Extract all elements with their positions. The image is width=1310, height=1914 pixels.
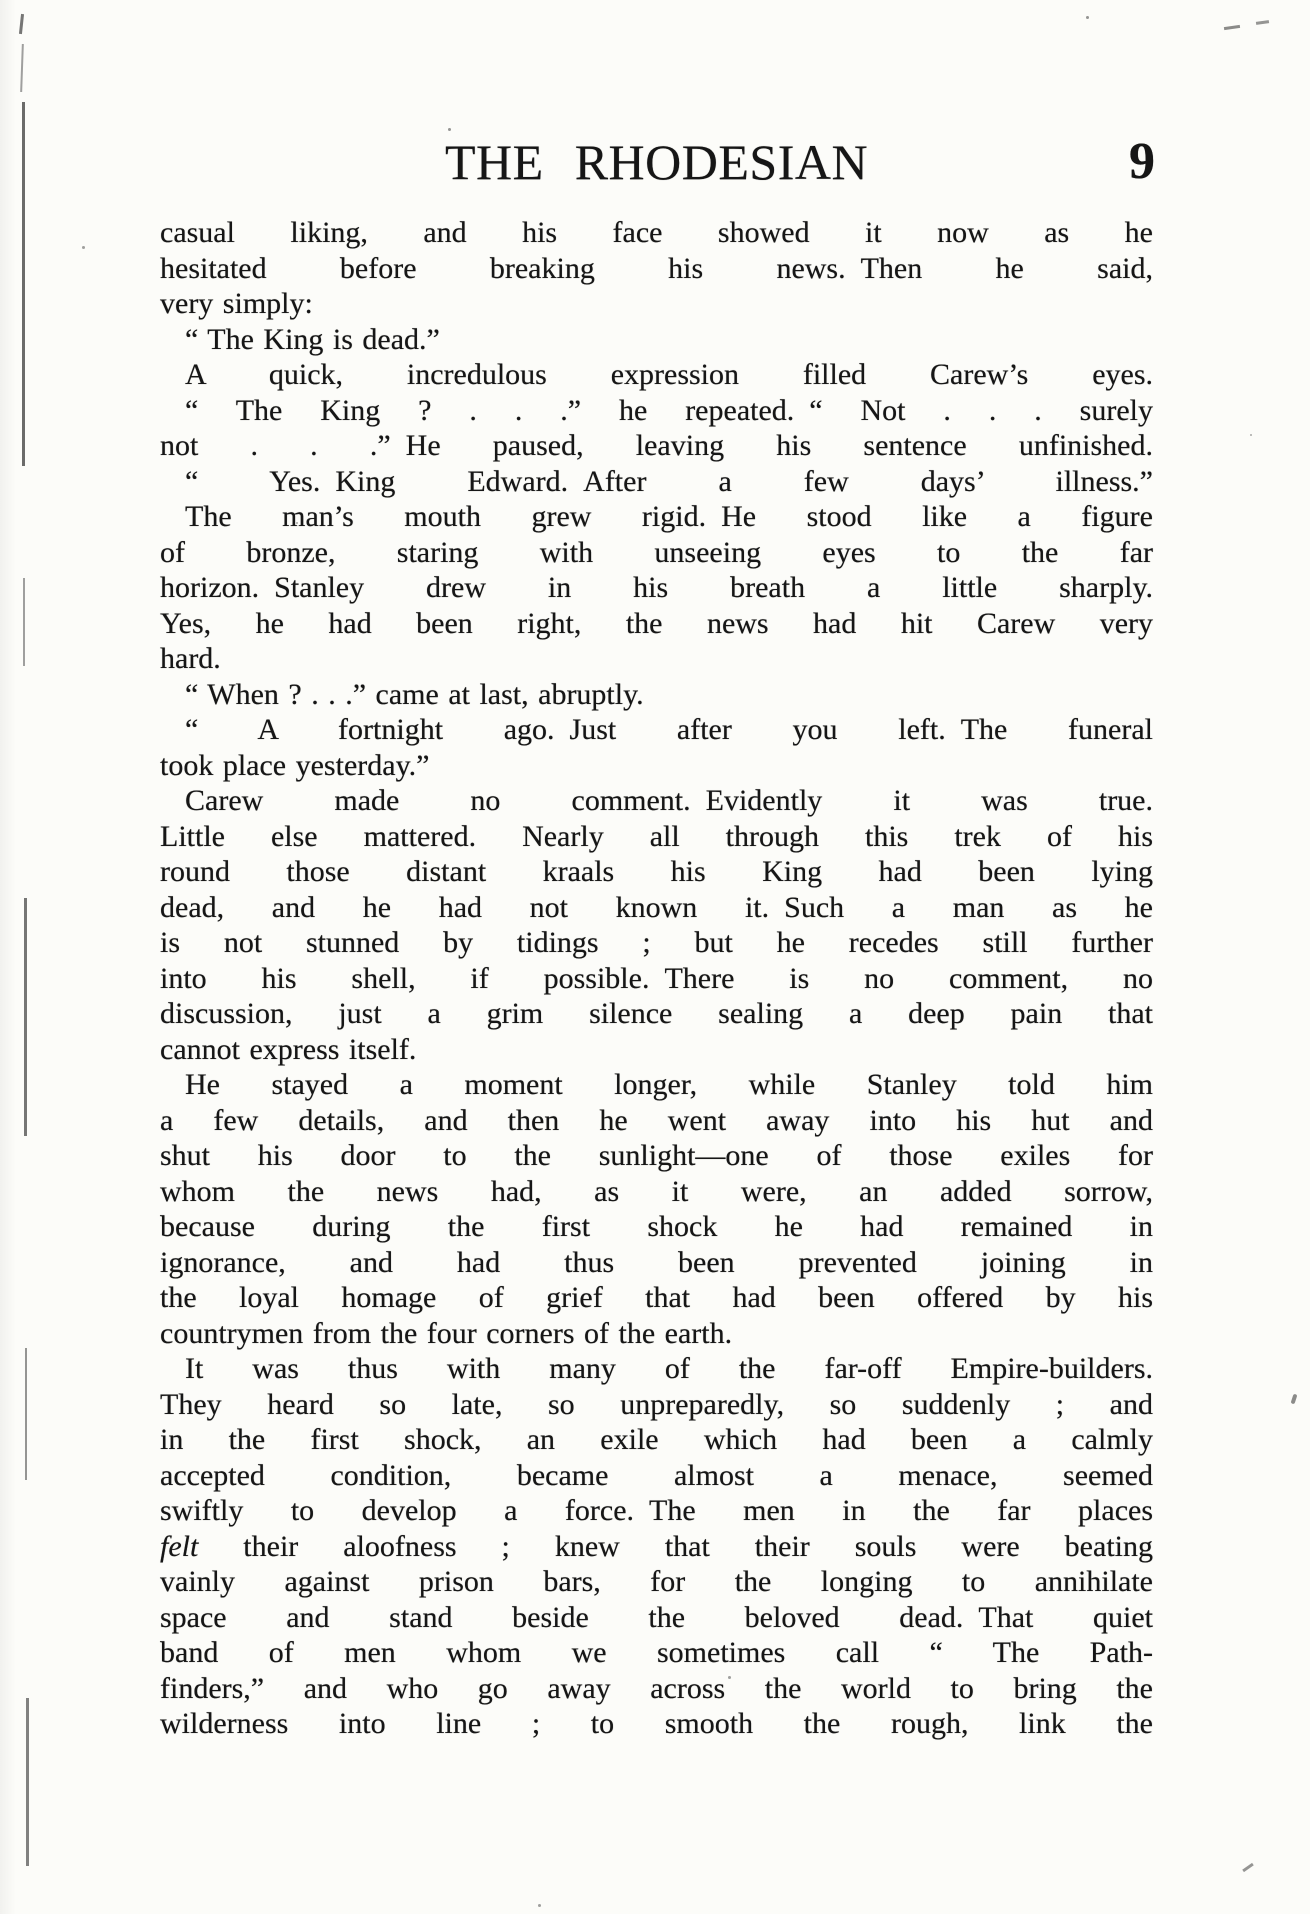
text-line [160, 1529, 1153, 1565]
text-run: It was thus with many of the far-off Empire-builders. [185, 1352, 1153, 1385]
text-run: whom the news had, as it were, an added sorrow, [160, 1174, 1153, 1208]
text-run: The man’s mouth grew rigid. He stood like a figure [185, 500, 1153, 533]
text-line [160, 1209, 1153, 1245]
text-run: the loyal homage of grief that had been offered by his [160, 1281, 1153, 1314]
text-run: “ The King is dead.” [185, 322, 440, 356]
text-line [160, 393, 1153, 429]
text-line [160, 499, 1153, 535]
text-line [160, 1635, 1153, 1671]
text-line [160, 1245, 1153, 1281]
page-title: THE RHODESIAN [445, 134, 869, 190]
text-line [160, 961, 1153, 997]
scan-artifact [1256, 20, 1269, 25]
text-line [160, 1280, 1153, 1316]
scan-artifact [82, 246, 85, 249]
text-run: space and stand beside the beloved dead. That quiet [160, 1600, 1153, 1634]
text-run: Little else mattered. Nearly all through this trek of his [160, 819, 1153, 853]
text-run: vainly against prison bars, for the longing to annihilate [160, 1565, 1153, 1598]
text-line [160, 854, 1153, 890]
scan-artifact [24, 898, 27, 1136]
text-line [160, 1316, 1153, 1352]
scan-artifact [23, 578, 25, 666]
scan-artifact [22, 102, 25, 466]
text-line [160, 1032, 1153, 1068]
text-run: of bronze, staring with unseeing eyes to the far [160, 535, 1153, 569]
text-line [160, 606, 1153, 642]
text-line [160, 570, 1153, 606]
text-run: He stayed a moment longer, while Stanley told him [185, 1068, 1153, 1101]
text-line [160, 712, 1153, 748]
text-run: accepted condition, became almost a menace, seemed [160, 1458, 1153, 1492]
text-run: finders,” and who go away across the world to bring the [160, 1671, 1153, 1705]
text-run: horizon. Stanley drew in his breath a little sharply. [160, 571, 1153, 604]
text-run: band of men whom we sometimes call “ The Path- [160, 1636, 1153, 1669]
text-line [160, 1600, 1153, 1636]
page-body [160, 215, 1153, 1742]
text-line [160, 215, 1153, 251]
scan-artifact [538, 1904, 541, 1907]
scan-artifact [25, 1348, 27, 1480]
scan-artifact [26, 1698, 29, 1866]
text-line [160, 1351, 1153, 1387]
text-run: countrymen from the four corners of the earth. [160, 1316, 733, 1350]
text-run: took place yesterday.” [160, 748, 430, 782]
text-line [160, 464, 1153, 500]
scan-artifact [448, 128, 451, 131]
text-line [160, 677, 1153, 713]
text-run: wilderness into line ; to smooth the rough, link the [160, 1707, 1153, 1740]
text-line [160, 535, 1153, 571]
scan-artifact [20, 44, 24, 92]
text-run: their aloofness ; knew that their souls were beating [198, 1529, 1153, 1563]
text-line [160, 1067, 1153, 1103]
text-run: shut his door to the sunlight—one of those exiles for [160, 1139, 1153, 1172]
text-line [160, 1174, 1153, 1210]
scan-artifact [1086, 16, 1089, 19]
text-line [160, 1422, 1153, 1458]
text-run: “ When ? . . .” came at last, abruptly. [185, 677, 644, 711]
text-line [160, 1564, 1153, 1600]
text-run: because during the first shock he had remained in [160, 1210, 1153, 1243]
text-run: ignorance, and had thus been prevented joining in [160, 1245, 1153, 1279]
text-run: hard. [160, 642, 221, 675]
scan-artifact [1242, 1863, 1254, 1872]
page-number: 9 [1129, 133, 1155, 190]
text-run: “ A fortnight ago. Just after you left. The funeral [185, 713, 1153, 746]
text-run: “ The King ? . . .” he repeated. “ Not . . . surely [185, 393, 1153, 427]
text-run: discussion, just a grim silence sealing a deep pain that [160, 997, 1153, 1030]
text-line [160, 1387, 1153, 1423]
text-run: casual liking, and his face showed it now as he [160, 216, 1153, 249]
text-line [160, 890, 1153, 926]
text-run: swiftly to develop a force. The men in the far places [160, 1494, 1153, 1527]
text-line [160, 783, 1153, 819]
text-line [160, 286, 1153, 322]
scan-artifact [1224, 25, 1240, 30]
text-run: They heard so late, so unpreparedly, so suddenly ; and [160, 1387, 1153, 1421]
text-run: into his shell, if possible. There is no comment, no [160, 961, 1153, 995]
text-run: round those distant kraals his King had been lying [160, 855, 1153, 888]
scan-artifact [1291, 1394, 1298, 1405]
text-run: “ Yes. King Edward. After a few days’ illness.” [185, 464, 1153, 498]
text-run: is not stunned by tidings ; but he recedes still further [160, 926, 1153, 959]
text-line [160, 357, 1153, 393]
text-line [160, 641, 1153, 677]
text-run: Carew made no comment. Evidently it was true. [185, 784, 1153, 817]
text-line [160, 1671, 1153, 1707]
text-line [160, 428, 1153, 464]
scan-artifact [1250, 434, 1252, 436]
text-line [160, 748, 1153, 784]
text-run: dead, and he had not known it. Such a man as he [160, 890, 1153, 924]
text-run: hesitated before breaking his news. Then he said, [160, 251, 1153, 285]
text-run: not . . .” He paused, leaving his sentence unfinished. [160, 429, 1153, 462]
text-run: in the first shock, an exile which had been a calmly [160, 1423, 1153, 1456]
text-run: cannot express itself. [160, 1032, 417, 1066]
text-line [160, 925, 1153, 961]
text-run: a few details, and then he went away into his hut and [160, 1103, 1153, 1137]
text-line [160, 322, 1153, 358]
text-line [160, 1706, 1153, 1742]
text-run: very simply: [160, 287, 313, 320]
text-line [160, 1138, 1153, 1174]
text-line [160, 819, 1153, 855]
text-line [160, 1458, 1153, 1494]
scan-artifact [19, 14, 24, 34]
text-run: Yes, he had been right, the news had hit Carew very [160, 606, 1153, 640]
text-run: A quick, incredulous expression filled Carew’s eyes. [185, 358, 1153, 391]
text-line [160, 1493, 1153, 1529]
italic-word: felt [160, 1529, 199, 1563]
text-line [160, 251, 1153, 287]
text-line [160, 996, 1153, 1032]
text-line [160, 1103, 1153, 1139]
